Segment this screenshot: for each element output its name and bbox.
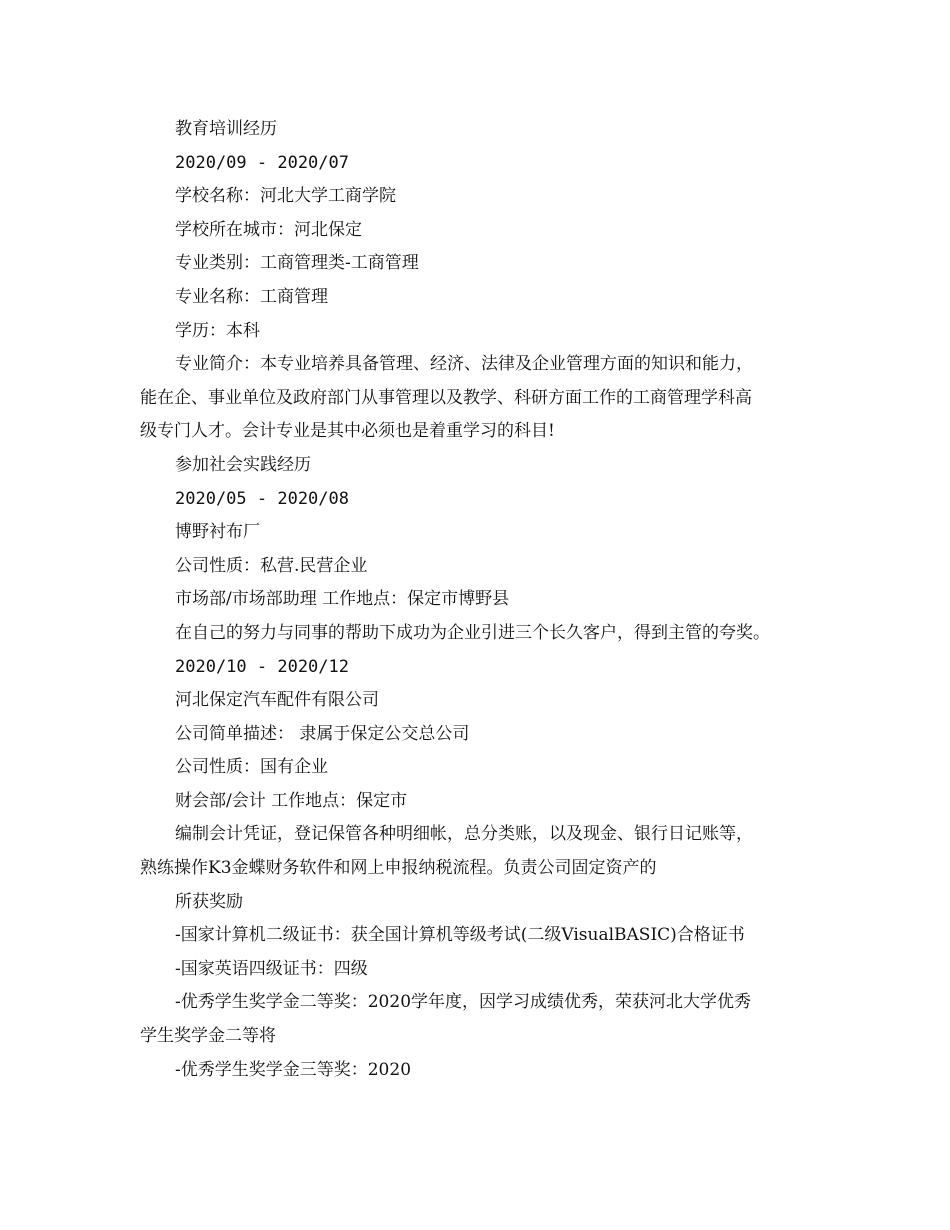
practice-2-company: 河北保定汽车配件有限公司 (175, 690, 379, 711)
practice-2-position: 财会部/会计 工作地点：保定市 (175, 790, 408, 811)
practice-1-date-range: 2020/05 - 2020/08 (175, 488, 349, 509)
major-intro-line-3: 级专门人才。会计专业是其中必须也是着重学习的科目! (140, 421, 555, 442)
practice-1-company: 博野衬布厂 (175, 522, 260, 543)
section-heading-education: 教育培训经历 (175, 119, 277, 139)
school-city: 学校所在城市：河北保定 (175, 219, 362, 240)
school-name: 学校名称：河北大学工商学院 (175, 186, 396, 207)
education-date-range: 2020/09 - 2020/07 (175, 152, 349, 173)
award-computer-certificate: -国家计算机二级证书：获全国计算机等级考试(二级VisualBASIC)合格证书 (175, 925, 745, 946)
practice-1-description: 在自己的努力与同事的帮助下成功为企业引进三个长久客户，得到主管的夸奖。 (175, 622, 770, 643)
practice-2-company-description: 公司简单描述： 隶属于保定公交总公司 (175, 723, 470, 744)
document-body (140, 113, 820, 1087)
section-heading-practice: 参加社会实践经历 (175, 454, 311, 475)
major-intro-line-2: 能在企、事业单位及政府部门从事管理以及教学、科研方面工作的工商管理学科高 (140, 387, 752, 408)
practice-1-company-type: 公司性质：私营.民营企业 (175, 555, 368, 576)
award-scholarship-second-line-2: 学生奖学金二等将 (140, 1026, 276, 1047)
section-heading-awards: 所获奖励 (175, 891, 243, 912)
practice-2-description-line-1: 编制会计凭证，登记保管各种明细帐，总分类账，以及现金、银行日记账等， (175, 824, 753, 845)
major-intro-line-1: 专业简介：本专业培养具备管理、经济、法律及企业管理方面的知识和能力， (175, 354, 753, 375)
practice-2-description-line-2: 熟练操作K3金蝶财务软件和网上申报纳税流程。负责公司固定资产的 (140, 858, 657, 879)
degree: 学历：本科 (175, 320, 260, 341)
major-name: 专业名称：工商管理 (175, 286, 328, 307)
practice-2-company-type: 公司性质：国有企业 (175, 757, 328, 778)
practice-2-date-range: 2020/10 - 2020/12 (175, 656, 349, 677)
practice-1-position: 市场部/市场部助理 工作地点：保定市博野县 (175, 589, 510, 610)
award-scholarship-second-line-1: -优秀学生奖学金二等奖：2020学年度，因学习成绩优秀，荣获河北大学优秀 (175, 992, 752, 1013)
award-scholarship-third: -优秀学生奖学金三等奖：2020 (175, 1059, 412, 1080)
major-category: 专业类别：工商管理类-工商管理 (175, 253, 419, 274)
award-english-certificate: -国家英语四级证书：四级 (175, 958, 368, 979)
